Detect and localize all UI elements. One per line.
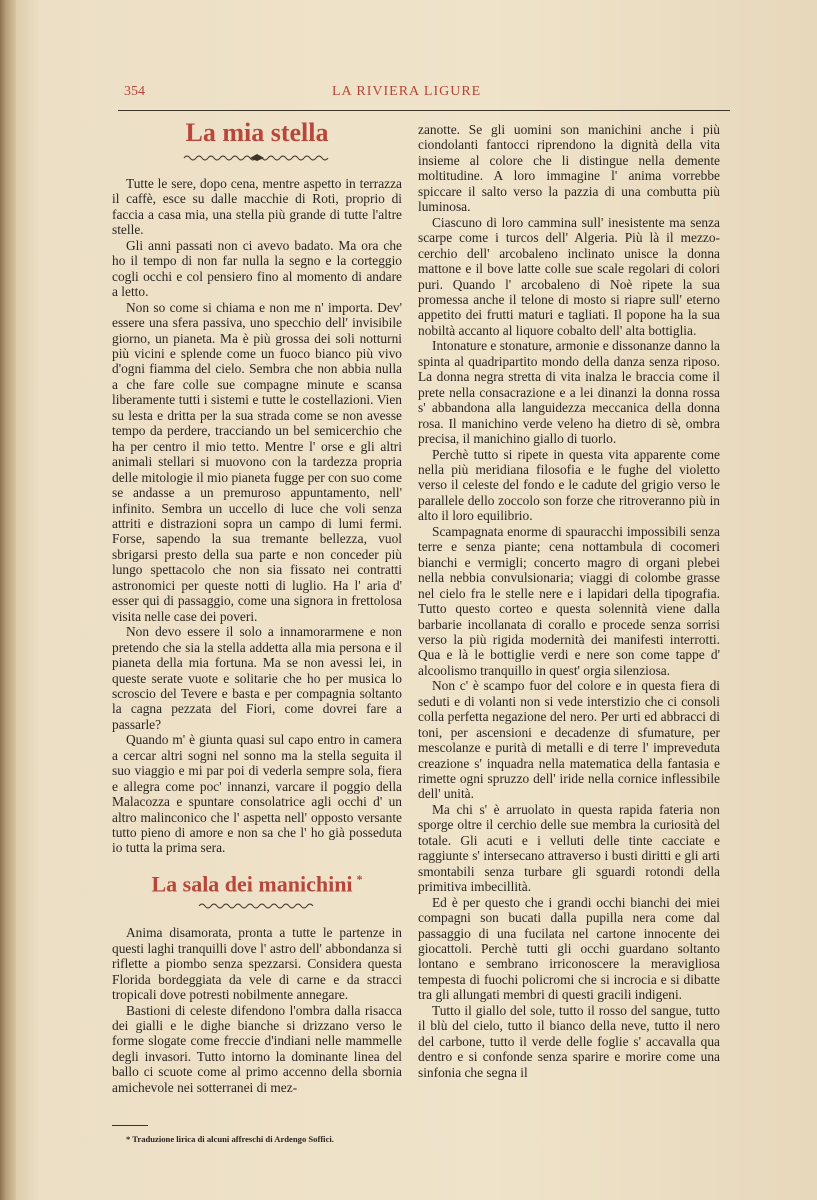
article-title-la-sala-dei-manichini [112,866,402,897]
footnote-rule [112,1125,148,1126]
paragraph: Tutto il giallo del sole, tutto il rosso del sangue, tutto il blù del cielo, tutto il bianco della neve, tutto il nero del carbone, tutto il verde delle foglie s' accavalla qua dentro e si confonde senza sparire e morire come una sinfonia che segna il [418,1002,720,1080]
paragraph: zanotte. Se gli uomini son manichini anche i più ciondolanti fantocci riprendono la dignità della vita insieme al colore che li distingue nella demente moltitudine. A loro immagine l' anima vorrebbe spiccare il salto verso la pazzia di una combutta più luminosa. [418,122,720,215]
book-gutter [0,0,16,1200]
article-title-la-mia-stella: La mia stella [185,118,329,147]
footnote: * Traduzione lirica di alcuni affreschi di Ardengo Soffici. [126,1134,334,1145]
paragraph: Ma chi s' è arruolato in questa rapida fateria non sporge oltre il cerchio delle sue membra la curiosità del totale. Gli acuti e i velluti delle tinte cacciate e raggiunte s' intersecano attraverso i busti diritti e gli arti smontabili senza turbare gli sguardi rotondi della primitiva imbecillità. [418,801,720,895]
paragraph: Gli anni passati non ci avevo badato. Ma ora che ho il tempo di non far nulla la segno e la corteggio cogli occhi e col pensiero fino al momento di andare a letto. [112,237,402,300]
paragraph: Non devo essere il solo a innamorarmene e non pretendo che sia la stella addetta alla mia persona e il pianeta della mia fortuna. Ma se non avessi lei, in queste serate vuote e solitarie che ho per musica lo scroscio del Tevere e basta e per compagnia soltanto la cagna pezzata del Fiori, come dovrei fare a passarle? [112,624,402,732]
paragraph: Non c' è scampo fuor del colore e in questa fiera di seduti e di volanti non si vede interstizio che ci consoli colla perfetta negazione del nero. Per urti ed abbracci di toni, per ascensioni e decadenze di sfumature, per mescolanze e purità di metalli e di terre l' impreveduta creazione s' inquadra nella matematica della fantasia e rimette ogni spruzzo dell' iride nella cornice inflessibile dell' unità. [418,678,720,802]
paragraph: Non so come si chiama e non me n' importa. Dev' essere una sfera passiva, uno specchio dell' invisibile giorno, un pianeta. Ma è più grossa dei soli notturni più vicini e splende come un fuoco bianco più vivo d'ogni fiamma del cielo. Sembra che non abbia nulla a che fare colle sue compagne minute e scansa liberamente tutti i sistemi e tutte le costellazioni. Vien su lesta e dritta per la sua strada come se non avesse tempo da perdere, tracciando un bel semicerchio che ha per centro il mio tetto. Mentre l' orse e gli altri animali stellari si muovono con la tardezza propria delle mitologie il mio pianeta fugge per con suo come se andasse a un premuroso appuntamento, nell' infinito. Sembra un uccello di luce che voli senza attriti e distrazioni sopra un campo di lumi fermi. Forse, sapendo la sua tremante bellezza, vuol sbrigarsi presto della sua parte e non conceder più lungo spettacolo che non sia fissato nei contratti astronomici per queste notti di luglio. Ha l' aria d' esser qui di passaggio, come una signora in frettolosa visita nelle case dei poveri. [112,299,402,624]
paragraph: Ed è per questo che i grandi occhi bianchi dei miei compagni son bucati dalla pupilla nera come dal passaggio di una fucilata nel cartone innocente dei giocattoli. Perchè tutti gli occhi guardano soltanto lontano e sembrano irriconoscere la meravigliosa tempesta di fuochi policromi che si incrocia e si dibatte tra gli allungati membri di questi gracili indigeni. [418,894,720,1003]
paragraph: Tutte le sere, dopo cena, mentre aspetto in terrazza il caffè, esce su dalle macchie di Roti, proprio di faccia a casa mia, una stella più grande di tutte l'altre stelle. [112,176,402,238]
right-column [418,122,720,1080]
paragraph: Perchè tutto si ripete in questa vita apparente come nella più meridiana filosofia e le fughe del violetto verso il celeste del fondo e le cadute del grigio verso le parallele dello zoccolo son forze che ritroveranno più in alto il loro equilibrio. [418,446,720,524]
page-number: 354 [124,84,145,99]
running-head: LA RIVIERA LIGURE [332,84,482,99]
paragraph: Ciascuno di loro cammina sull' inesistente ma senza scarpe come i turcos dell' Algeria. Più là il mezzo-cerchio dell' arcobaleno inclinato unisce la donna mattone e il bove latte colle sue scale regolari di colori puri. Quando l' arcobaleno di Noè ripete la sua promessa anche il telone di mosto si riapre sull' eterno appetito dei frutti maturi e tagliati. Il popone ha la sua nobiltà accanto al liquore cobalto dell' alta bottiglia. [418,214,720,338]
paragraph: Bastioni di celeste difendono l'ombra dalla risacca dei gialli e le dighe bianche si drizzano verso le forme slogate come freccie d'indiani nelle mammelle degli invasori. Tutto intorno la dominante linea del ballo ci scuote come al primo accenno della sbornia amichevole nei sotterranei di mez- [112,1002,402,1095]
paragraph: Quando m' è giunta quasi sul capo entro in camera a cercar altri sogni nel sonno ma la stella seguita il suo viaggio e mi par poi di vederla sempre sola, fiera e allegra come poc' innanzi, varcare il poggio della Malacozza e spuntare consolatrice agli occhi d' un altro malinconico che l' aspetta nell' opposto versante tutto pieno di amore e non sa che l' ho già posseduta io tutta la prima sera. [112,732,402,856]
paragraph: Scampagnata enorme di spauracchi impossibili senza terre e senza piante; cena nottambula di cocomeri bianchi e vermigli; concerto magro di organi plebei nella nebbia convulsionaria; viaggi di colombe grasse nel cielo fra le stelle nere e i lapidari della tipografia. Tutto questo corteo e questa solennità viene dalla barbarie incollanata di corallo e procede senza sorrisi verso la più rigida modernità dei manifesti interrotti. Qua e là le bottiglie verdi e nere son come tappe d' alcoolismo tranquillo in quest' orgia silenziosa. [418,523,720,678]
footnote-mark: * [356,871,363,886]
article-title-text: La sala dei manichini [151,871,353,897]
header-rule [118,110,730,111]
title-ornament [182,152,332,162]
page-header [118,84,730,106]
paragraph: Anima disamorata, pronta a tutte le partenze in questi laghi tranquilli dove l' astro dell' abbondanza si riflette a piombo senza spezzarsi. Considera questa Florida bordeggiata da vele di carne e da stracci tropicali dove potresti nobilmente annegare. [112,925,402,1003]
paragraph: Intonature e stonature, armonie e dissonanze danno la spinta al quadripartito mondo della danza senza riposo. La donna negra stretta di vita inalza le braccia come il prete nella consacrazione e a lei dinanzi la donna rossa s' abbandona alla languidezza meccanica della donna rosa. Il manichino verde veleno ha dietro di sè, ombra precisa, il manichino giallo di tuorlo. [418,338,720,447]
left-column [112,118,402,1145]
title-ornament [197,901,317,911]
